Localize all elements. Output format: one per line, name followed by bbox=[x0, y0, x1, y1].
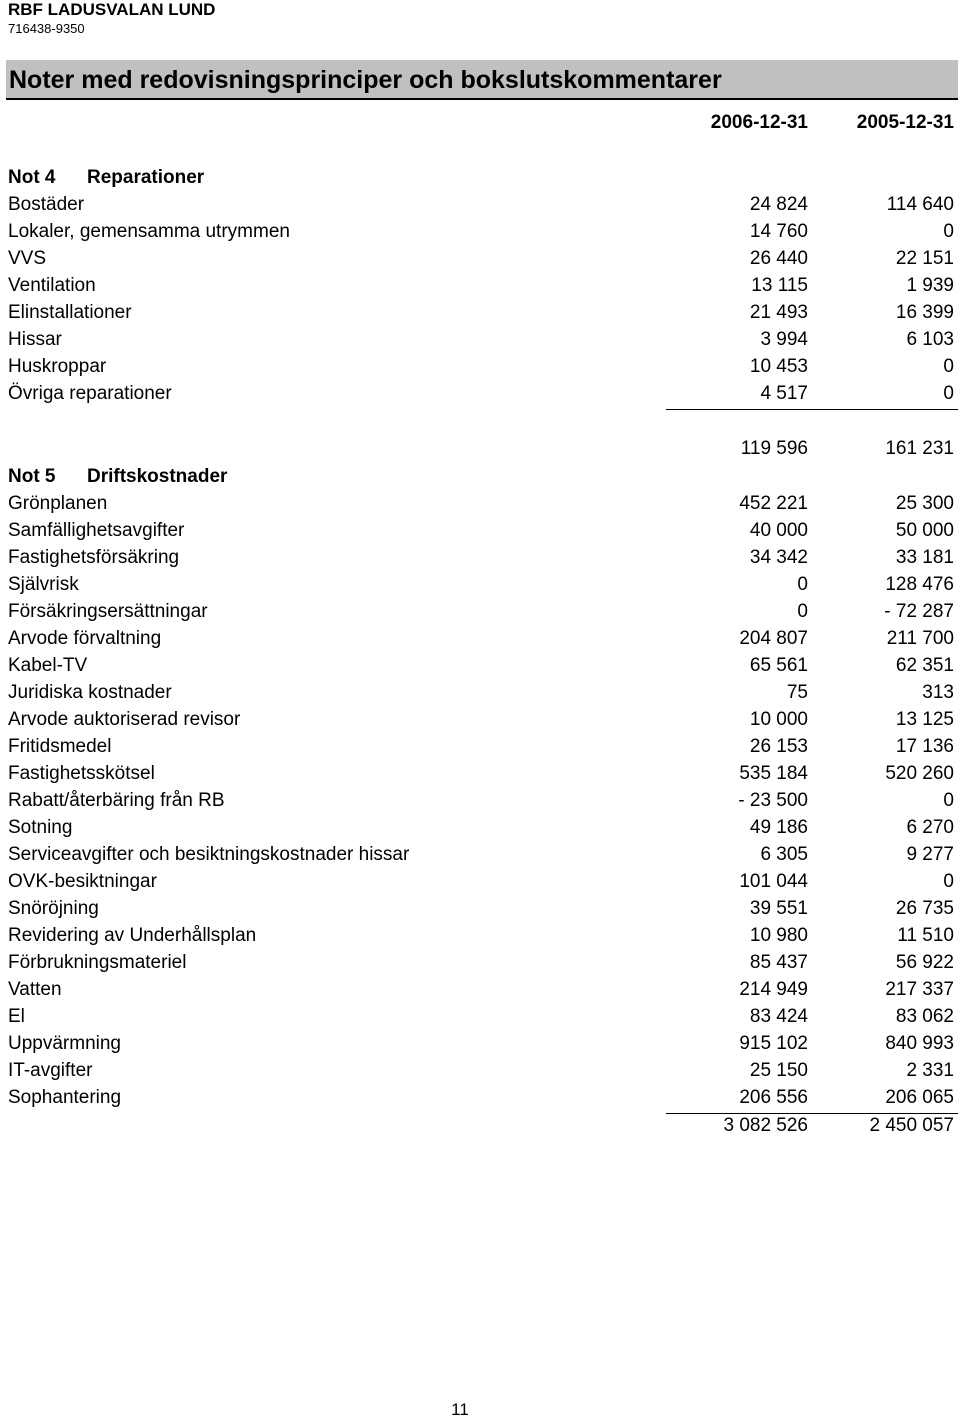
value-2005: 1 939 bbox=[906, 275, 954, 296]
total-2006: 3 082 526 bbox=[723, 1115, 808, 1136]
value-2006: 10 000 bbox=[749, 709, 808, 730]
value-2006: 204 807 bbox=[739, 628, 808, 649]
note-header bbox=[8, 464, 227, 490]
table-row bbox=[8, 761, 954, 787]
value-2006: 10 980 bbox=[749, 925, 808, 946]
table-row bbox=[8, 734, 954, 760]
value-2006: 452 221 bbox=[739, 493, 808, 514]
note-header bbox=[8, 165, 204, 191]
table-row bbox=[8, 923, 954, 949]
row-label: Fastighetsskötsel bbox=[8, 763, 155, 784]
table-row bbox=[8, 1031, 954, 1057]
row-label: Snöröjning bbox=[8, 898, 99, 919]
value-2006: 6 305 bbox=[760, 844, 808, 865]
value-2005: 0 bbox=[943, 790, 954, 811]
value-2006: 13 115 bbox=[751, 275, 808, 296]
value-2005: 9 277 bbox=[906, 844, 954, 865]
table-row bbox=[8, 653, 954, 679]
total-2005: 161 231 bbox=[885, 438, 954, 459]
table-row bbox=[8, 842, 954, 868]
value-2006: 24 824 bbox=[749, 194, 808, 215]
value-2006: 26 440 bbox=[749, 248, 808, 269]
total-2005: 2 450 057 bbox=[869, 1115, 954, 1136]
row-label: Självrisk bbox=[8, 574, 79, 595]
table-row bbox=[8, 815, 954, 841]
table-row bbox=[8, 788, 954, 814]
value-2006: 0 bbox=[797, 574, 808, 595]
row-label: Försäkringsersättningar bbox=[8, 601, 208, 622]
sum-divider bbox=[666, 409, 958, 410]
table-row bbox=[8, 273, 954, 299]
row-label: Lokaler, gemensamma utrymmen bbox=[8, 221, 290, 242]
row-label: Övriga reparationer bbox=[8, 383, 172, 404]
table-row bbox=[8, 545, 954, 571]
value-2006: 39 551 bbox=[749, 898, 808, 919]
row-label: Grönplanen bbox=[8, 493, 108, 514]
total-row bbox=[8, 1113, 954, 1139]
row-label: Hissar bbox=[8, 329, 62, 350]
row-label: Juridiska kostnader bbox=[8, 682, 172, 703]
value-2006: - 23 500 bbox=[738, 790, 808, 811]
row-label: Samfällighetsavgifter bbox=[8, 520, 185, 541]
row-label: Ventilation bbox=[8, 275, 96, 296]
table-row bbox=[8, 354, 954, 380]
value-2005: 520 260 bbox=[885, 763, 954, 784]
value-2006: 26 153 bbox=[749, 736, 808, 757]
value-2005: 840 993 bbox=[885, 1033, 954, 1054]
value-2005: 22 151 bbox=[895, 248, 954, 269]
table-row bbox=[8, 1085, 954, 1111]
value-2006: 40 000 bbox=[749, 520, 808, 541]
note-title: Driftskostnader bbox=[87, 466, 228, 487]
value-2005: 313 bbox=[922, 682, 954, 703]
value-2006: 21 493 bbox=[749, 302, 808, 323]
value-2005: 206 065 bbox=[885, 1087, 954, 1108]
value-2005: 26 735 bbox=[895, 898, 954, 919]
value-2006: 4 517 bbox=[760, 383, 808, 404]
value-2005: 83 062 bbox=[895, 1006, 954, 1027]
value-2005: 0 bbox=[943, 221, 954, 242]
row-label: Förbrukningsmateriel bbox=[8, 952, 187, 973]
row-label: Fastighetsförsäkring bbox=[8, 547, 180, 568]
row-label: Serviceavgifter och besiktningskostnader hissar bbox=[8, 844, 410, 865]
table-row bbox=[8, 491, 954, 517]
total-row bbox=[8, 436, 954, 462]
value-2005: 114 640 bbox=[886, 194, 954, 215]
table-row bbox=[8, 977, 954, 1003]
value-2005: 2 331 bbox=[906, 1060, 954, 1081]
organization-number: 716438-9350 bbox=[8, 21, 85, 36]
column-header-2005: 2005-12-31 bbox=[856, 112, 954, 133]
row-label: Uppvärmning bbox=[8, 1033, 121, 1054]
value-2005: 25 300 bbox=[895, 493, 954, 514]
row-label: IT-avgifter bbox=[8, 1060, 93, 1081]
value-2005: 50 000 bbox=[895, 520, 954, 541]
table-row bbox=[8, 707, 954, 733]
value-2005: 56 922 bbox=[895, 952, 954, 973]
value-2005: 6 103 bbox=[906, 329, 954, 350]
table-row bbox=[8, 599, 954, 625]
value-2006: 915 102 bbox=[739, 1033, 808, 1054]
value-2005: 0 bbox=[943, 356, 954, 377]
value-2006: 25 150 bbox=[749, 1060, 808, 1081]
value-2005: 11 510 bbox=[897, 925, 954, 946]
value-2006: 85 437 bbox=[749, 952, 808, 973]
value-2006: 83 424 bbox=[749, 1006, 808, 1027]
value-2006: 535 184 bbox=[739, 763, 808, 784]
table-row bbox=[8, 896, 954, 922]
total-2006: 119 596 bbox=[740, 438, 808, 459]
table-row bbox=[8, 518, 954, 544]
table-row bbox=[8, 626, 954, 652]
value-2005: 0 bbox=[943, 383, 954, 404]
value-2005: 128 476 bbox=[885, 574, 954, 595]
table-row bbox=[8, 680, 954, 706]
value-2006: 0 bbox=[797, 601, 808, 622]
row-label: Vatten bbox=[8, 979, 62, 1000]
value-2006: 14 760 bbox=[749, 221, 808, 242]
note-title: Reparationer bbox=[87, 167, 205, 188]
title-bar bbox=[6, 60, 958, 100]
row-label: Sotning bbox=[8, 817, 73, 838]
row-label: Rabatt/återbäring från RB bbox=[8, 790, 225, 811]
table-row bbox=[8, 327, 954, 353]
row-label: VVS bbox=[8, 248, 47, 269]
table-row bbox=[8, 869, 954, 895]
value-2005: 6 270 bbox=[906, 817, 954, 838]
table-row bbox=[8, 1004, 954, 1030]
row-label: Arvode förvaltning bbox=[8, 628, 162, 649]
value-2006: 65 561 bbox=[749, 655, 808, 676]
row-label: Sophantering bbox=[8, 1087, 122, 1108]
table-row bbox=[8, 381, 954, 407]
organization-name: RBF LADUSVALAN LUND bbox=[8, 0, 216, 19]
note-number: Not 4 bbox=[8, 167, 56, 188]
table-row bbox=[8, 950, 954, 976]
value-2006: 3 994 bbox=[760, 329, 808, 350]
value-2005: 62 351 bbox=[895, 655, 954, 676]
value-2006: 206 556 bbox=[739, 1087, 808, 1108]
value-2006: 34 342 bbox=[749, 547, 808, 568]
value-2005: 217 337 bbox=[885, 979, 954, 1000]
value-2006: 49 186 bbox=[749, 817, 808, 838]
table-row bbox=[8, 246, 954, 272]
page-title: Noter med redovisningsprinciper och bokslutskommentarer bbox=[9, 66, 722, 94]
column-header-2006: 2006-12-31 bbox=[710, 112, 808, 133]
value-2005: 13 125 bbox=[895, 709, 954, 730]
row-label: Arvode auktoriserad revisor bbox=[8, 709, 241, 730]
row-label: Kabel-TV bbox=[8, 655, 88, 676]
table-row bbox=[8, 192, 954, 218]
table-row bbox=[8, 300, 954, 326]
row-label: Revidering av Underhållsplan bbox=[8, 925, 257, 946]
table-row bbox=[8, 219, 954, 245]
value-2005: 33 181 bbox=[895, 547, 954, 568]
row-label: El bbox=[8, 1006, 25, 1027]
table-row bbox=[8, 572, 954, 598]
page-number: 11 bbox=[451, 1400, 469, 1419]
row-label: Bostäder bbox=[8, 194, 85, 215]
row-label: OVK-besiktningar bbox=[8, 871, 157, 892]
value-2005: 16 399 bbox=[895, 302, 954, 323]
value-2005: 211 700 bbox=[886, 628, 954, 649]
table-row bbox=[8, 1058, 954, 1084]
row-label: Huskroppar bbox=[8, 356, 107, 377]
row-label: Fritidsmedel bbox=[8, 736, 112, 757]
value-2005: 0 bbox=[943, 871, 954, 892]
note-number: Not 5 bbox=[8, 466, 56, 487]
value-2005: - 72 287 bbox=[884, 601, 954, 622]
value-2006: 10 453 bbox=[749, 356, 808, 377]
value-2006: 101 044 bbox=[739, 871, 808, 892]
value-2006: 214 949 bbox=[739, 979, 808, 1000]
value-2005: 17 136 bbox=[895, 736, 954, 757]
row-label: Elinstallationer bbox=[8, 302, 132, 323]
value-2006: 75 bbox=[786, 682, 808, 703]
